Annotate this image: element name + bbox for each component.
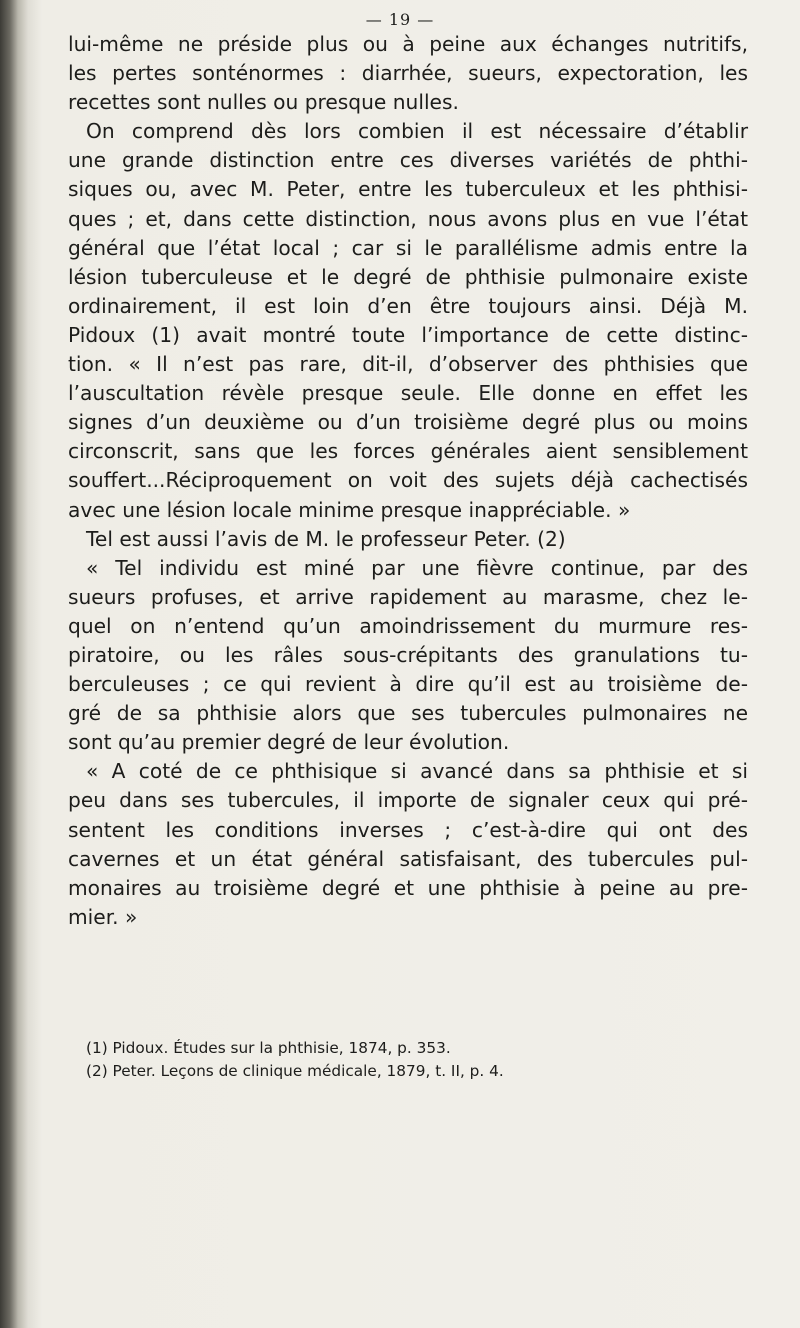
text-line: ordinairement, il est loin d’en être toujours ainsi. Déjà M.: [68, 293, 748, 318]
footnotes: [86, 1037, 746, 1083]
text-line: Pidoux (1) avait montré toute l’importance de cette distinc-: [68, 322, 748, 347]
text-line: général que l’état local ; car si le parallélisme admis entre la: [68, 235, 748, 260]
body-text: [68, 30, 748, 932]
page-number: — 19 —: [365, 10, 435, 29]
text-line: siques ou, avec M. Peter, entre les tuberculeux et les phthisi-: [68, 177, 748, 202]
text-line: souffert...Réciproquement on voit des sujets déjà cachectisés: [68, 468, 748, 493]
text-line: lésion tuberculeuse et le degré de phthisie pulmonaire existe: [68, 264, 748, 289]
text-line: avec une lésion locale minime presque inappréciable. »: [68, 497, 631, 522]
text-line: ques ; et, dans cette distinction, nous avons plus en vue l’état: [68, 206, 748, 231]
text-line: piratoire, ou les râles sous-crépitants des granulations tu-: [68, 642, 748, 667]
text-line: « A coté de ce phthisique si avancé dans sa phthisie et si: [86, 759, 748, 784]
footnote: (1) Pidoux. Études sur la phthisie, 1874, p. 353.: [86, 1039, 451, 1057]
text-line: Tel est aussi l’avis de M. le professeur Peter. (2): [86, 526, 566, 551]
text-line: circonscrit, sans que les forces générales aient sensiblement: [68, 439, 748, 464]
text-line: une grande distinction entre ces diverses variétés de phthi-: [68, 148, 748, 173]
text-line: peu dans ses tubercules, il importe de signaler ceux qui pré-: [68, 788, 748, 813]
text-line: sentent les conditions inverses ; c’est-à-dire qui ont des: [68, 817, 748, 842]
text-line: signes d’un deuxième ou d’un troisième degré plus ou moins: [68, 410, 748, 435]
text-line: berculeuses ; ce qui revient à dire qu’il est au troisième de-: [68, 672, 748, 697]
text-line: sont qu’au premier degré de leur évolution.: [68, 730, 510, 755]
text-line: recettes sont nulles ou presque nulles.: [68, 90, 459, 115]
text-line: monaires au troisième degré et une phthisie à peine au pre-: [68, 875, 748, 900]
text-line: l’auscultation révèle presque seule. Elle donne en effet les: [68, 381, 748, 406]
text-line: lui-même ne préside plus ou à peine aux échanges nutritifs,: [68, 32, 748, 56]
text-line: mier. »: [68, 904, 138, 929]
text-line: « Tel individu est miné par une fièvre continue, par des: [86, 555, 748, 580]
text-line: gré de sa phthisie alors que ses tubercules pulmonaires ne: [68, 701, 748, 726]
text-line: les pertes sonténormes : diarrhée, sueurs, expectoration, les: [68, 61, 748, 86]
text-line: sueurs profuses, et arrive rapidement au marasme, chez le-: [68, 584, 748, 609]
text-line: quel on n’entend qu’un amoindrissement du murmure res-: [68, 613, 748, 638]
footnote: (2) Peter. Leçons de clinique médicale, 1879, t. II, p. 4.: [86, 1062, 504, 1080]
text-line: tion. « Il n’est pas rare, dit-il, d’observer des phthisies que: [68, 352, 748, 377]
text-line: cavernes et un état général satisfaisant, des tubercules pul-: [68, 846, 748, 871]
text-line: On comprend dès lors combien il est nécessaire d’établir: [86, 119, 748, 144]
